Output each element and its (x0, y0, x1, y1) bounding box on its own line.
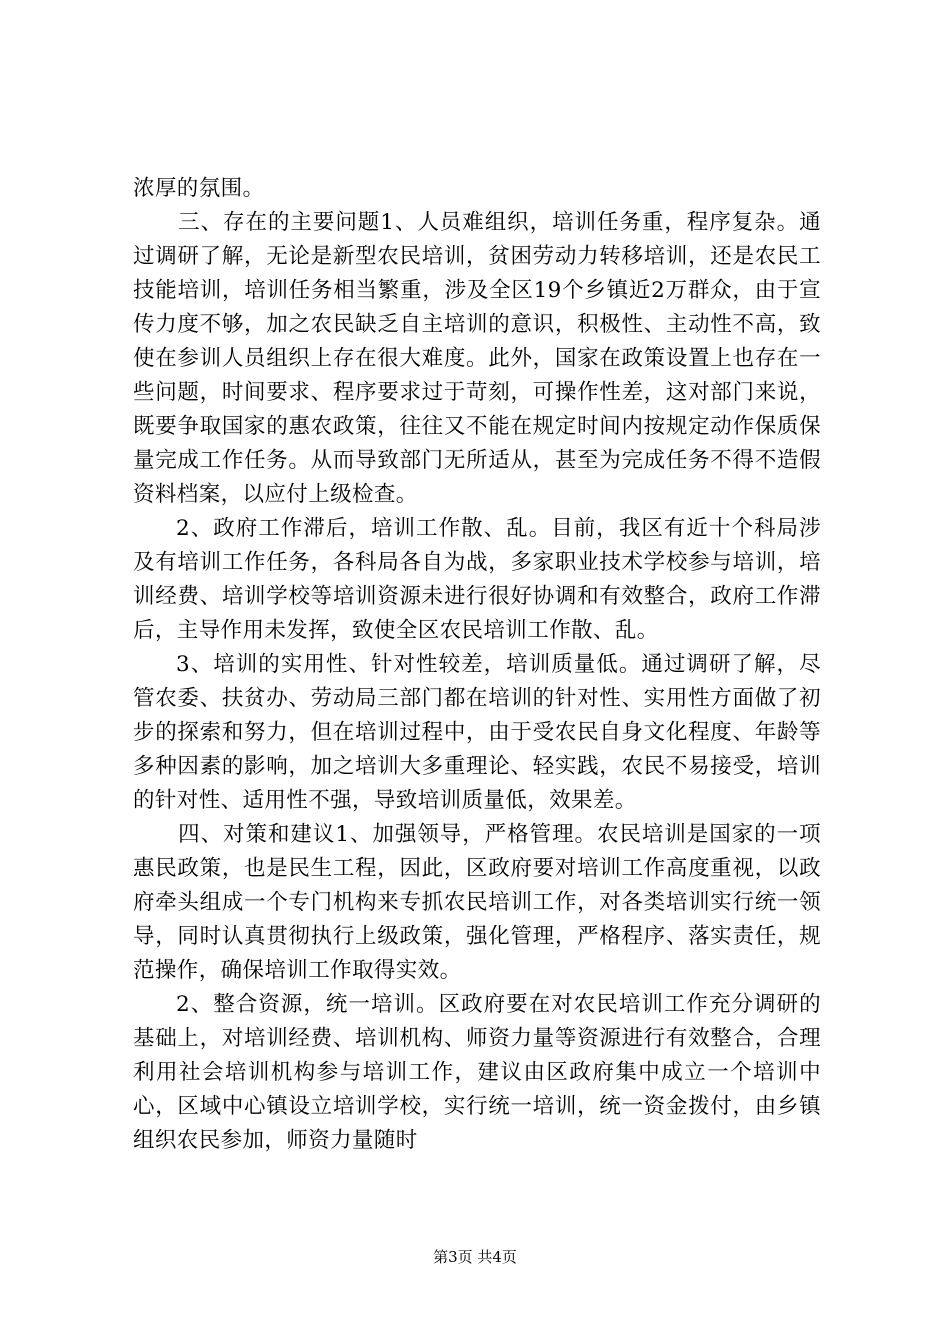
paragraph-section-three: 三、存在的主要问题1、人员难组织，培训任务重，程序复杂。通过调研了解，无论是新型农民培训，贫困劳动力转移培训，还是农民工技能培训，培训任务相当繁重，涉及全区19个乡镇近2万群众，由于宣传力度不够，加之农民缺乏自主培训的意识，积极性、主动性不高，致使在参训人员组织上存在很大难度。此外，国家在政策设置上也存在一些问题，时间要求、程序要求过于苛刻，可操作性差，这对部门来说，既要争取国家的惠农政策，往往又不能在规定时间内按规定动作保质保量完成工作任务。从而导致部门无所适从，甚至为完成任务不得不造假资料档案，以应付上级检查。 (133, 210, 821, 507)
paragraph-section-four: 四、对策和建议1、加强领导，严格管理。农民培训是国家的一项惠民政策，也是民生工程，因此，区政府要对培训工作高度重视，以政府牵头组成一个专门机构来专抓农民培训工作，对各类培训实行统一领导，同时认真贯彻执行上级政策，强化管理，严格程序、落实责任，规范操作，确保培训工作取得实效。 (133, 822, 821, 983)
paragraph-problem-three: 3、培训的实用性、针对性较差，培训质量低。通过调研了解，尽管农委、扶贫办、劳动局三部门都在培训的针对性、实用性方面做了初步的探索和努力，但在培训过程中，由于受农民自身文化程度、年龄等多种因素的影响，加之培训大多重理论、轻实践，农民不易接受，培训的针对性、适用性不强，导致培训质量低，效果差。 (133, 652, 821, 813)
paragraph-problem-two: 2、政府工作滞后，培训工作散、乱。目前，我区有近十个科局涉及有培训工作任务，各科局各自为战，多家职业技术学校参与培训，培训经费、培训学校等培训资源未进行很好协调和有效整合，政府工作滞后，主导作用未发挥，致使全区农民培训工作散、乱。 (133, 516, 821, 643)
paragraph-continuation: 浓厚的氛围。 (133, 176, 265, 201)
document-body (133, 172, 821, 1158)
paragraph-suggestion-two: 2、整合资源，统一培训。区政府要在对农民培训工作充分调研的基础上，对培训经费、培训机构、师资力量等资源进行有效整合，合理利用社会培训机构参与培训工作，建议由区政府集中成立一个培训中心，区域中心镇设立培训学校，实行统一培训，统一资金拨付，由乡镇组织农民参加，师资力量随时 (133, 992, 821, 1153)
page-footer: 第3页 共4页 (433, 1248, 517, 1266)
